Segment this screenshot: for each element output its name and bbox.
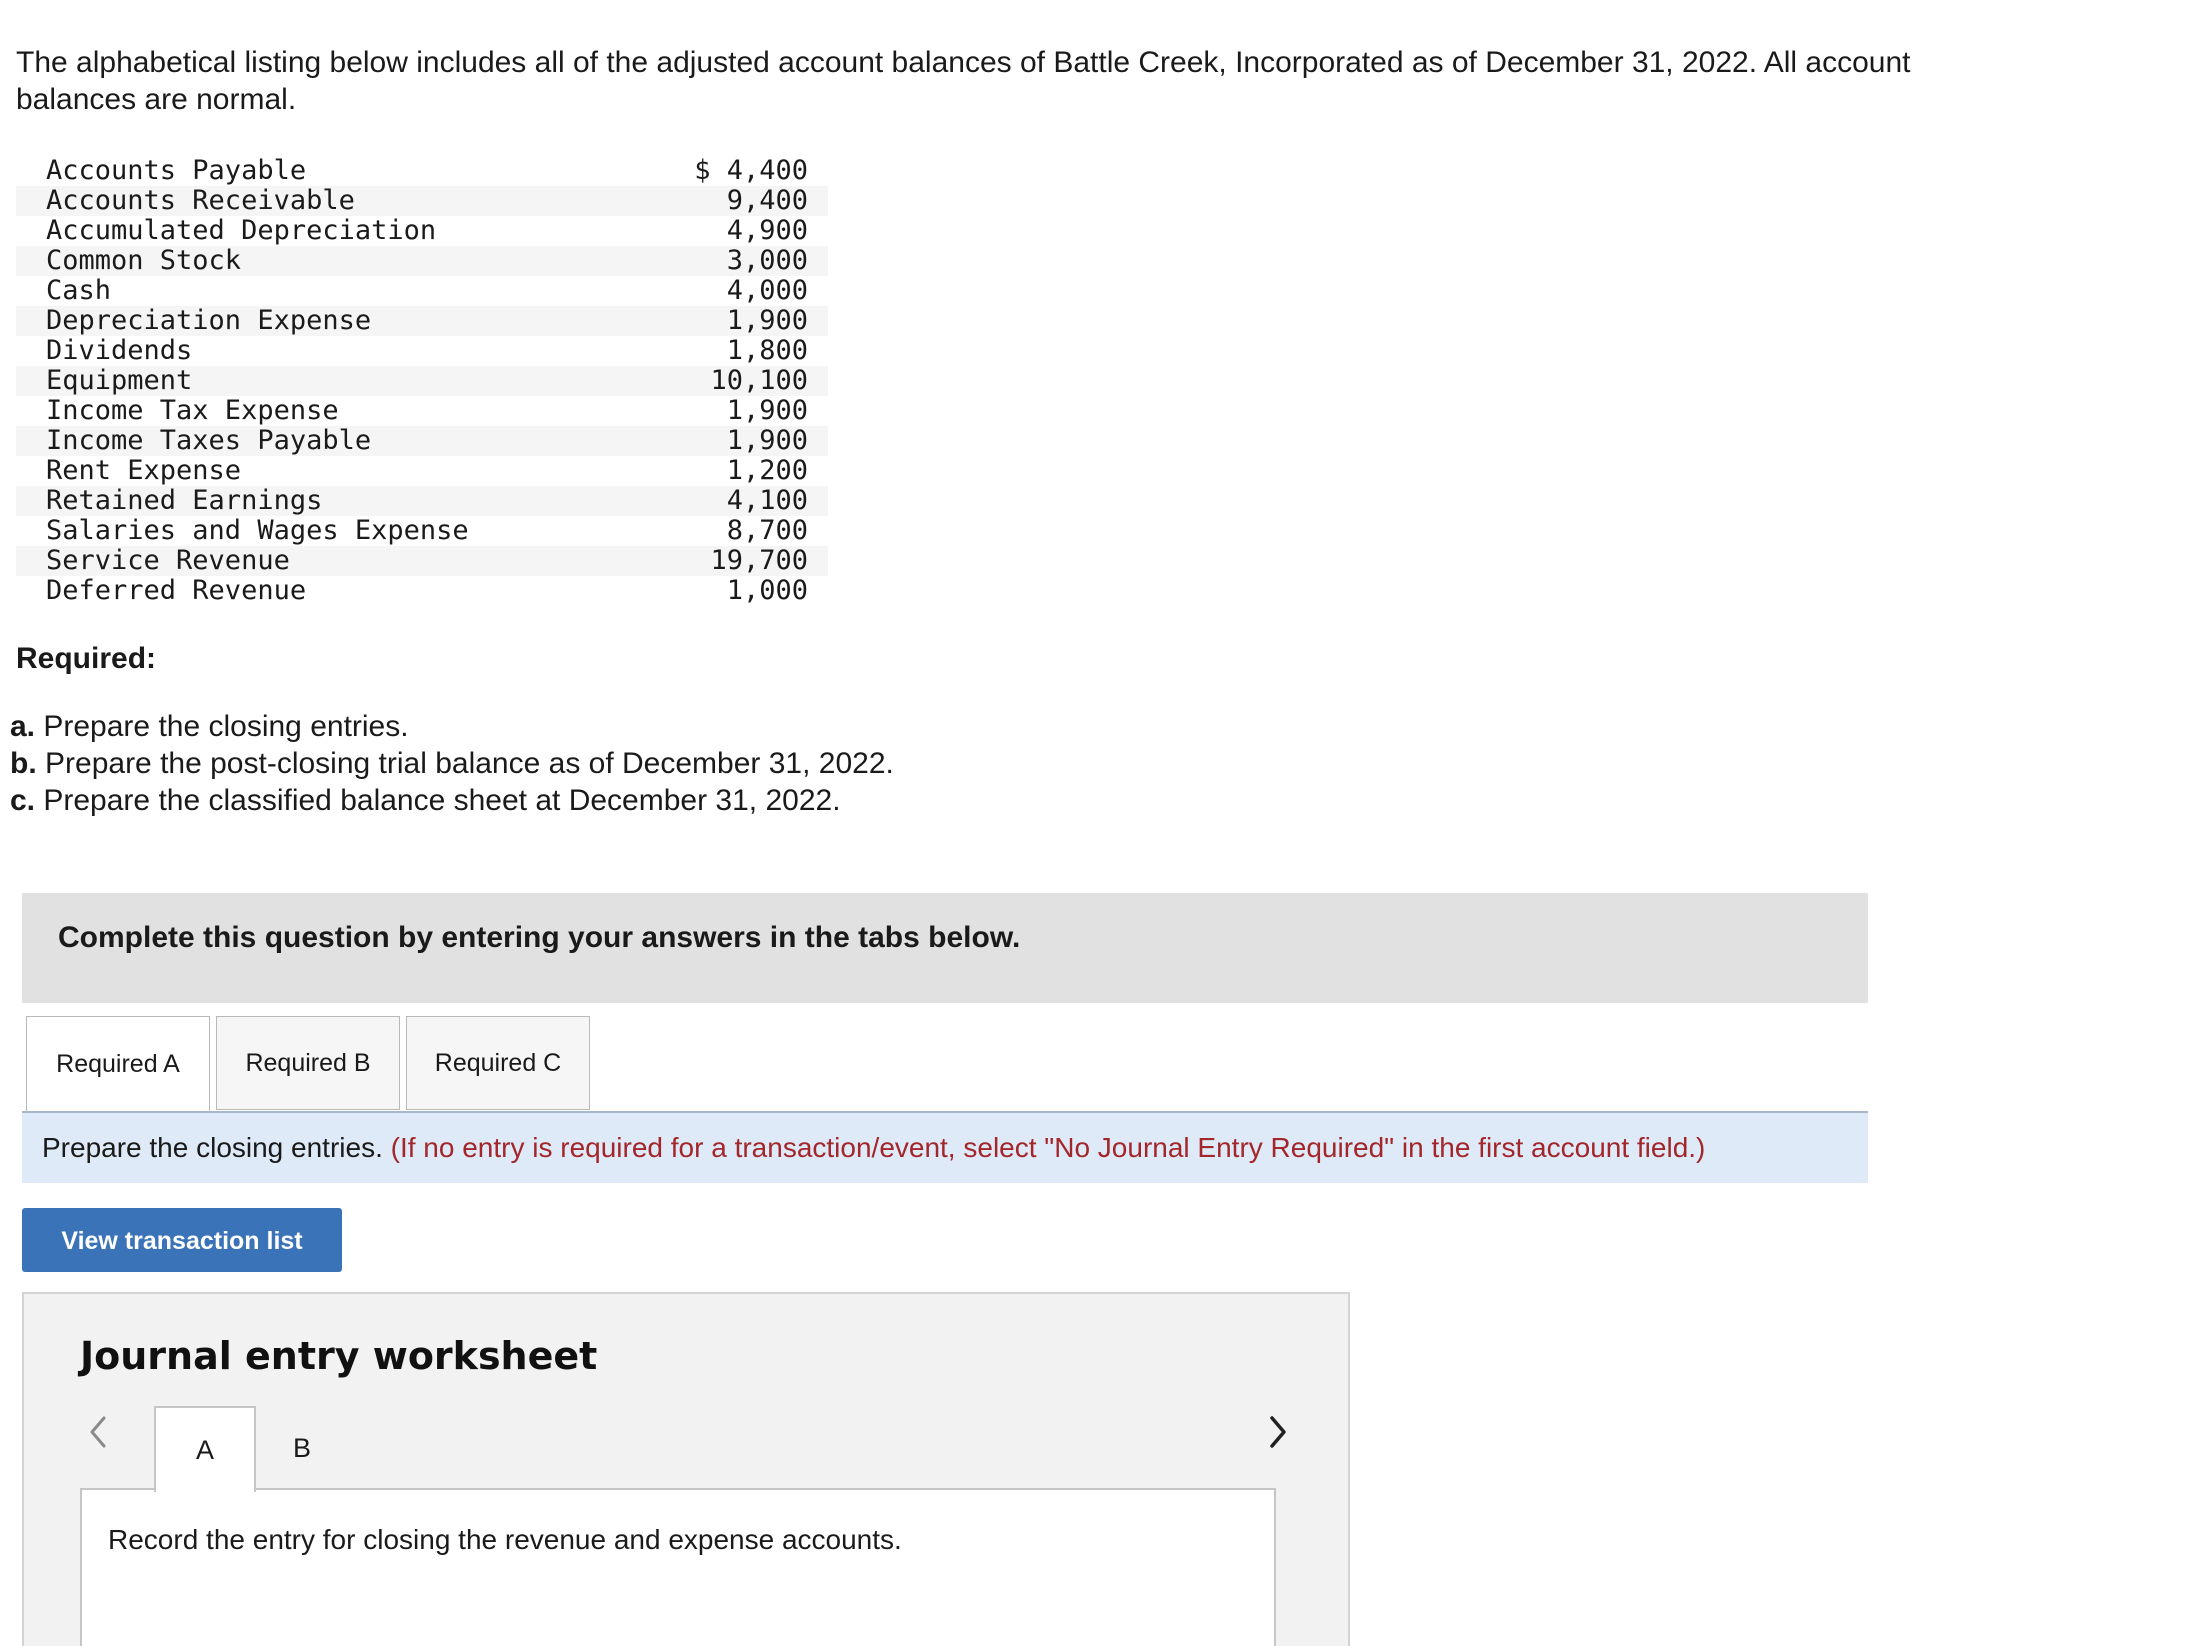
- table-row: [16, 546, 828, 576]
- required-item-letter: b.: [10, 747, 37, 780]
- table-row: [16, 486, 828, 516]
- account-amount: 8,700: [726, 515, 808, 546]
- table-row: [16, 426, 828, 456]
- table-row: [16, 396, 828, 426]
- table-row: [16, 366, 828, 396]
- table-row: [16, 276, 828, 306]
- account-name: Equipment: [16, 366, 643, 396]
- intro-text: The alphabetical listing below includes all of the adjusted account balances of Battle Creek, Incorporated as of December 31, 2022. All account balances are normal.: [16, 46, 1911, 116]
- required-item-letter: a.: [10, 710, 36, 743]
- required-list: [10, 708, 894, 819]
- account-name: Depreciation Expense: [16, 306, 643, 336]
- required-item-letter: c.: [10, 784, 36, 817]
- account-name: Income Taxes Payable: [16, 426, 643, 456]
- account-name: Retained Earnings: [16, 486, 643, 516]
- account-name: Cash: [46, 275, 112, 306]
- account-name: Income Tax Expense: [46, 395, 339, 426]
- tab-required-c[interactable]: Required C: [406, 1016, 590, 1110]
- required-item: [10, 745, 894, 782]
- account-amount: 3,000: [643, 246, 828, 276]
- table-row: [16, 216, 828, 246]
- chevron-left-icon[interactable]: [80, 1410, 116, 1454]
- account-amount: 9,400: [643, 186, 828, 216]
- account-amount: 4,900: [726, 215, 808, 246]
- view-transaction-list-button[interactable]: View transaction list: [22, 1208, 342, 1272]
- account-amount: 1,000: [726, 575, 808, 606]
- account-amount: 1,900: [726, 395, 808, 426]
- worksheet-panel-text: Record the entry for closing the revenue and expense accounts.: [108, 1524, 902, 1555]
- required-item-text: Prepare the classified balance sheet at December 31, 2022.: [43, 784, 841, 817]
- instructions-banner: [22, 893, 1868, 1003]
- account-name: Salaries and Wages Expense: [46, 515, 469, 546]
- table-row: [16, 516, 828, 546]
- account-amount: 19,700: [643, 546, 828, 576]
- account-amount: 1,900: [643, 306, 828, 336]
- journal-entry-worksheet: [22, 1292, 1350, 1646]
- account-amount: 4,100: [643, 486, 828, 516]
- account-amount: 1,800: [726, 335, 808, 366]
- account-name: Deferred Revenue: [46, 575, 307, 606]
- account-name: Accounts Payable: [46, 155, 307, 186]
- tab-required-a[interactable]: Required A: [26, 1016, 210, 1112]
- required-item: [10, 782, 894, 819]
- worksheet-tab-a[interactable]: A: [154, 1406, 256, 1492]
- chevron-left-svg: [80, 1410, 116, 1454]
- table-row: [16, 246, 828, 276]
- required-item-text: Prepare the post-closing trial balance as of December 31, 2022.: [45, 747, 894, 780]
- account-balances-table: [16, 156, 828, 606]
- worksheet-tab-b[interactable]: B: [292, 1432, 311, 1463]
- chevron-right-icon[interactable]: [1260, 1410, 1296, 1454]
- account-name: Service Revenue: [16, 546, 643, 576]
- account-name: Accumulated Depreciation: [46, 215, 437, 246]
- table-row: [16, 186, 828, 216]
- account-amount: $ 4,400: [694, 155, 808, 186]
- account-amount: 10,100: [643, 366, 828, 396]
- account-name: Common Stock: [16, 246, 643, 276]
- table-row: [16, 156, 828, 186]
- table-row: [16, 456, 828, 486]
- account-amount: 1,200: [726, 455, 808, 486]
- account-name: Rent Expense: [46, 455, 242, 486]
- table-row: [16, 336, 828, 366]
- instruction-note: (If no entry is required for a transaction/event, select "No Journal Entry Required" in the first account field.): [390, 1132, 1706, 1163]
- tab-instruction: [22, 1111, 1868, 1183]
- banner-text: Complete this question by entering your answers in the tabs below.: [58, 921, 1021, 954]
- chevron-right-svg: [1260, 1410, 1296, 1454]
- instruction-main: Prepare the closing entries.: [42, 1132, 383, 1163]
- worksheet-title: Journal entry worksheet: [80, 1334, 598, 1378]
- account-amount: 1,900: [643, 426, 828, 456]
- table-row: [16, 306, 828, 336]
- tab-required-b[interactable]: Required B: [216, 1016, 400, 1110]
- account-name: Accounts Receivable: [16, 186, 643, 216]
- table-row: [16, 576, 828, 606]
- required-item-text: Prepare the closing entries.: [43, 710, 409, 743]
- required-heading: Required:: [16, 642, 157, 675]
- account-name: Dividends: [46, 335, 193, 366]
- account-amount: 4,000: [726, 275, 808, 306]
- required-item: [10, 708, 894, 745]
- worksheet-panel: [80, 1488, 1276, 1646]
